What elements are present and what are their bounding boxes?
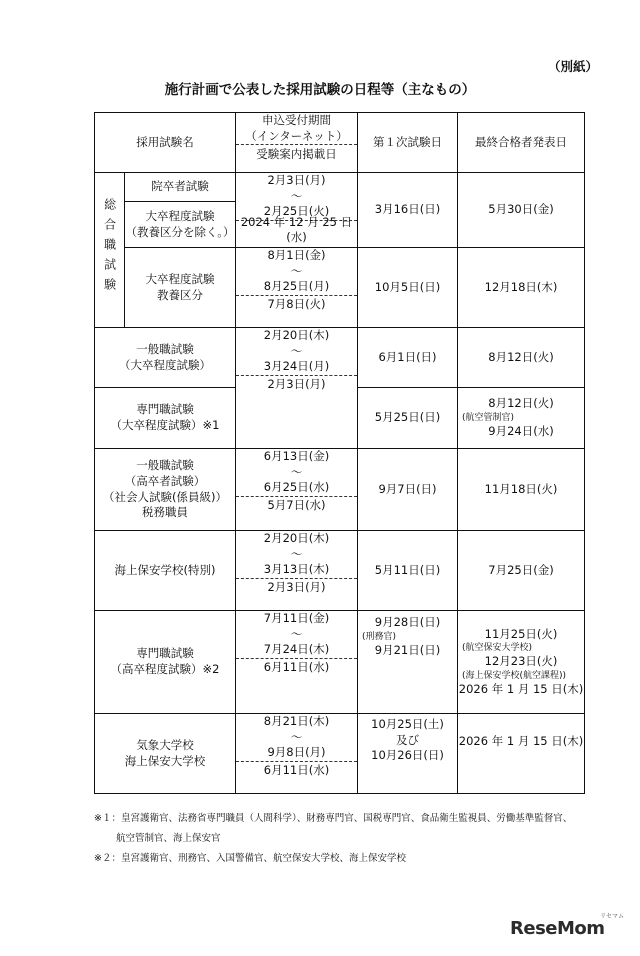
final-date: 11月25日(火) (航空保安大学校) 12月23日(火) (海上保安学校(航空課程)) 2026 年 1 月 15 日(木) bbox=[458, 611, 585, 714]
first-exam-date: 10月5日(日) bbox=[358, 248, 458, 328]
first-exam-date: 9月7日(日) bbox=[358, 449, 458, 531]
header-final: 最終合格者発表日 bbox=[458, 113, 585, 173]
header-period bbox=[236, 113, 358, 173]
period-cell bbox=[236, 449, 358, 531]
first-exam-date: 6月1日(日) bbox=[358, 328, 458, 388]
period-end: 2月25日(火) bbox=[263, 204, 330, 219]
exam-name: 気象大学校 海上保安大学校 bbox=[95, 714, 236, 794]
sogo-group-label: 総合職試験 bbox=[95, 173, 125, 328]
table-row bbox=[95, 248, 585, 328]
first-exam-date: 10月25日(土) 及び 10月26日(日) bbox=[358, 714, 458, 794]
table-row bbox=[95, 611, 585, 714]
period-announcement: 2月3日(月) bbox=[236, 578, 357, 598]
table-row bbox=[95, 328, 585, 388]
period-start: 2月20日(木) bbox=[263, 531, 330, 545]
final-date: 12月18日(木) bbox=[458, 248, 585, 328]
period-announcement: 6月11日(水) bbox=[236, 658, 357, 678]
final-date: 8月12日(火) (航空管制官) 9月24日(水) bbox=[458, 388, 585, 449]
period-cell bbox=[236, 328, 358, 449]
exam-name: 一般職試験 （高卒者試験） （社会人試験(係員級)） 税務職員 bbox=[95, 449, 236, 531]
first-exam-date: 5月25日(日) bbox=[358, 388, 458, 449]
period-tilde: ～ bbox=[290, 263, 303, 278]
resemom-logo-sub: リセマム bbox=[600, 913, 624, 920]
period-cell bbox=[236, 611, 358, 714]
table-row bbox=[95, 714, 585, 794]
period-end: 3月13日(木) bbox=[263, 562, 330, 577]
period-cell bbox=[236, 248, 358, 328]
period-end: 8月25日(月) bbox=[263, 279, 330, 294]
table-row bbox=[95, 531, 585, 611]
page-title: 施行計画で公表した採用試験の日程等（主なもの） bbox=[164, 82, 476, 98]
final-date: 8月12日(火) bbox=[458, 328, 585, 388]
period-tilde: ～ bbox=[290, 188, 303, 203]
final-date: 11月18日(火) bbox=[458, 449, 585, 531]
period-announcement: 2月3日(月) bbox=[236, 375, 357, 395]
table-row bbox=[95, 449, 585, 531]
final-date: 7月25日(金) bbox=[458, 531, 585, 611]
first-exam-date: 3月16日(日) bbox=[358, 173, 458, 248]
exam-name: 大卒程度試験 教養区分 bbox=[125, 248, 236, 328]
period-start: 7月11日(金) bbox=[263, 611, 330, 625]
period-announcement: 7月8日(火) bbox=[236, 295, 357, 315]
footnote-1: ※１：皇宮護衛官、法務省専門職員（人間科学）、財務専門官、国税専門官、食品衛生監視員、労働基準監督官、 bbox=[94, 813, 573, 824]
header-period-line1: 申込受付期間 bbox=[262, 113, 331, 127]
table-header-row bbox=[95, 113, 585, 173]
footnote-1-cont: 航空管制官、海上保安官 bbox=[116, 833, 221, 844]
period-announcement: 2024 年 12 月 25 日(水) bbox=[236, 220, 357, 240]
header-period-line2: （インターネット） bbox=[245, 128, 348, 143]
period-start: 2月3日(月) bbox=[267, 173, 326, 187]
period-start: 8月1日(金) bbox=[267, 248, 326, 262]
footnotes bbox=[94, 809, 594, 869]
period-announcement: 5月7日(水) bbox=[236, 496, 357, 516]
period-start: 2月20日(木) bbox=[263, 328, 330, 342]
period-cell bbox=[236, 173, 358, 248]
footnote-2: ※２：皇宮護衛官、刑務官、入国警備官、航空保安大学校、海上保安学校 bbox=[94, 853, 406, 864]
period-start: 8月21日(木) bbox=[263, 714, 330, 728]
period-tilde: ～ bbox=[290, 343, 303, 358]
annex-label: （別紙） bbox=[548, 59, 599, 74]
period-end: 6月25日(水) bbox=[263, 480, 330, 495]
period-start: 6月13日(金) bbox=[263, 449, 330, 463]
exam-schedule-table bbox=[94, 112, 585, 794]
exam-name: 大卒程度試験 （教養区分を除く。） bbox=[125, 202, 236, 248]
resemom-logo: ReseMom bbox=[510, 918, 605, 939]
final-date: 5月30日(金) bbox=[458, 173, 585, 248]
first-exam-date: 9月28日(日) (刑務官) 9月21日(日) bbox=[358, 611, 458, 714]
exam-name: 一般職試験 （大卒程度試験） bbox=[95, 328, 236, 388]
period-end: 7月24日(木) bbox=[263, 642, 330, 657]
period-cell bbox=[236, 531, 358, 611]
period-tilde: ～ bbox=[290, 626, 303, 641]
final-date: 2026 年 1 月 15 日(木) bbox=[458, 714, 585, 794]
header-first-exam: 第１次試験日 bbox=[358, 113, 458, 173]
exam-name: 院卒者試験 bbox=[125, 173, 236, 202]
exam-name: 海上保安学校(特別) bbox=[95, 531, 236, 611]
first-exam-date: 5月11日(日) bbox=[358, 531, 458, 611]
header-period-announcement: 受験案内掲載日 bbox=[236, 144, 357, 164]
exam-name: 専門職試験 （高卒程度試験）※2 bbox=[95, 611, 236, 714]
period-tilde: ～ bbox=[290, 464, 303, 479]
period-tilde: ～ bbox=[290, 729, 303, 744]
period-announcement: 6月11日(水) bbox=[236, 761, 357, 781]
period-end: 9月8日(月) bbox=[267, 745, 326, 760]
table-row bbox=[95, 173, 585, 202]
period-end: 3月24日(月) bbox=[263, 359, 330, 374]
period-cell bbox=[236, 714, 358, 794]
header-exam-name: 採用試験名 bbox=[95, 113, 236, 173]
exam-name: 専門職試験 （大卒程度試験）※1 bbox=[95, 388, 236, 449]
period-tilde: ～ bbox=[290, 546, 303, 561]
